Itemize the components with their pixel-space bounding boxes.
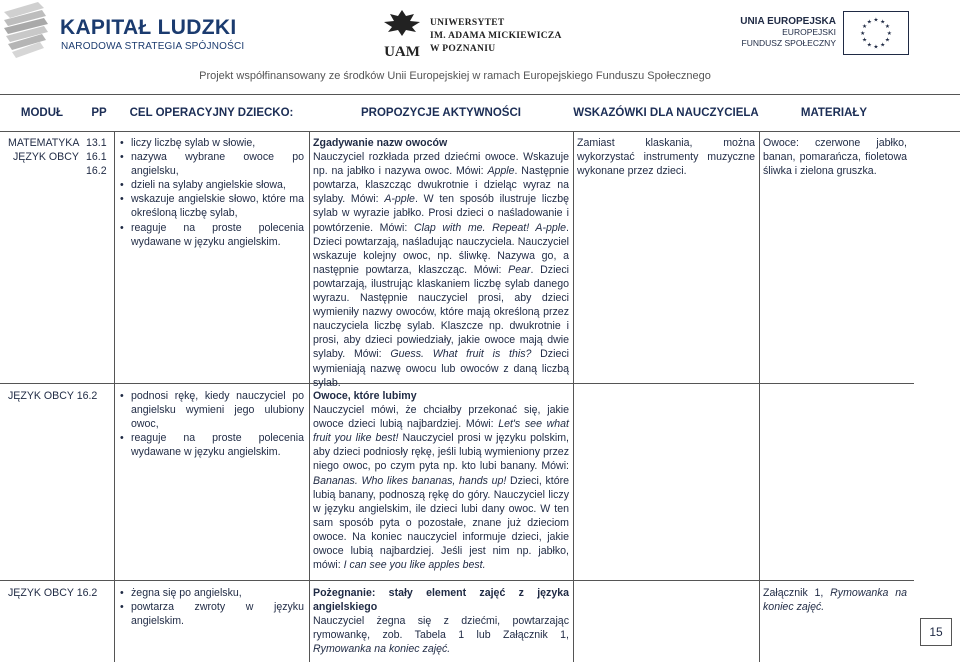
- activity-description: Nauczyciel rozkłada przed dziećmi owoce. Wskazuje np. na jabłko i nazywa owoc. Mówi: Apple. Następnie powtarza, klaszcząc dwukrotnie i dzieląc wyraz na sylaby. Mówi: A-pple. W ten sposób ilustruje liczbę sylab w wyrazie jabłko. Prosi dzieci o naśladowanie i powtórzenie. Mówi: Clap with me. Repeat! A-pple. Dzieci powtarzają, naśladując nauczyciela. Nauczyciel wskazuje kolejny owoc, np. śliwkę. Nazywa go, a następnie powtarza, klaszcząc. Mówi: Pear. Dzieci powtarzają, ilustrując klaskaniem liczbę sylab danego wyrazu. Następnie nauczyciel prosi, aby dzieci wymieniły nazwy owoców, które mają określoną przez nauczyciela liczbę sylab. Klaszcze np. dwukrotnie i prosi, aby dzieci powiedziały, jakie owoce mają dwie sylaby. Mówi: Guess. What fruit is this? Dzieci wymieniają nazwę owocu lub owoców z daną liczbą sylab.: [313, 151, 570, 389]
- svg-text:★: ★: [884, 24, 891, 31]
- svg-text:★: ★: [873, 44, 879, 51]
- uam-logo: [380, 8, 580, 62]
- kapital-ludzki-logo: [4, 2, 245, 58]
- column-header-cel: CEL OPERACYJNY DZIECKO:: [129, 106, 294, 119]
- row1-goals: [120, 136, 304, 249]
- column-header-wskazowki: WSKAZÓWKI DLA NAUCZYCIELA: [573, 107, 759, 119]
- kapital-ludzki-title: KAPITAŁ LUDZKI: [60, 16, 237, 39]
- grid-line: [573, 132, 574, 662]
- row3-goals: [120, 586, 304, 628]
- column-header-pp: PP: [91, 107, 107, 119]
- italic-phrase: A-pple: [384, 193, 415, 206]
- row1-pp: [86, 136, 112, 178]
- uam-line-2: IM. ADAMA MICKIEWICZA: [430, 31, 562, 41]
- eu-logo-text: [740, 16, 836, 49]
- goal-item: • reaguje na proste polecenia wydawane w języku angielskim.: [120, 221, 304, 249]
- svg-text:★: ★: [886, 30, 892, 37]
- row1-modul-2: JĘZYK OBCY: [13, 151, 79, 164]
- goal-item: • nazywa wybrane owoce po angielsku,: [120, 150, 304, 178]
- row-divider: [0, 580, 914, 581]
- eu-union-label: UNIA EUROPEJSKA: [740, 16, 836, 27]
- activity-description: Nauczyciel żegna się z dziećmi, powtarzając rymowankę, zob. Tabela 1 lub Załącznik 1, Rymowanka na koniec zajęć.: [313, 615, 569, 656]
- goal-item: • podnosi rękę, kiedy nauczyciel po angielsku wymieni jego ulubiony owoc,: [120, 389, 304, 431]
- row3-activity: [313, 586, 569, 656]
- column-header-propozycje: PROPOZYCJE AKTYWNOŚCI: [361, 107, 521, 119]
- svg-text:★: ★: [884, 37, 891, 44]
- row1-modul: [8, 136, 82, 164]
- svg-text:★: ★: [880, 42, 886, 49]
- svg-text:★: ★: [861, 37, 868, 44]
- grid-line: [759, 132, 760, 662]
- italic-phrase: Bananas. Who likes bananas, hands up!: [313, 474, 507, 487]
- row3-pp: 16.2: [76, 587, 98, 599]
- table-header: [0, 94, 960, 132]
- italic-phrase: Guess. What fruit is this?: [390, 348, 532, 361]
- italic-phrase: Clap with me. Repeat! A-pple: [413, 221, 567, 234]
- svg-text:★: ★: [860, 30, 866, 37]
- project-funding-line: Projekt współfinansowany ze środków Unii Europejskiej w ramach Europejskiego Funduszu Społecznego: [199, 70, 711, 82]
- row1-hints: Zamiast klaskania, można wykorzystać instrumenty muzyczne wykonane przez dzieci.: [577, 137, 755, 178]
- svg-text:★: ★: [866, 42, 872, 49]
- eu-fund-label-2: FUNDUSZ SPOŁECZNY: [741, 38, 836, 48]
- activity-title: Zgadywanie nazw owoców: [313, 137, 448, 149]
- italic-phrase: I can see you like apples best.: [343, 559, 486, 572]
- italic-phrase: Let's see what fruit you like best!: [313, 418, 569, 445]
- eu-flag-icon: [843, 11, 909, 55]
- svg-text:★: ★: [880, 19, 886, 26]
- italic-phrase: Apple: [487, 165, 515, 178]
- row2-activity: [313, 389, 569, 572]
- uam-line-3: W POZNANIU: [430, 44, 496, 54]
- row1-materials: Owoce: czerwone jabłko, banan, pomarańcza, fioletowa śliwka i zielona gruszka.: [763, 137, 907, 178]
- uam-eagle-emblem-icon: [380, 8, 424, 62]
- row3-modul: [8, 586, 112, 600]
- kapital-ludzki-emblem-icon: [4, 2, 50, 58]
- row2-modul-1: JĘZYK OBCY: [8, 390, 74, 402]
- row2-goals: [120, 389, 304, 459]
- activity-description: Nauczyciel mówi, że chciałby przekonać się, jakie owoce dzieci lubią najbardziej. Mówi: Let's see what fruit you like best! Nauczyciel prosi w języku polskim, aby dzieci podniosły rękę, jeśli lubią wymieniony przez niego owoc, po czym pyta np. kto lubi banany. Mówi: Bananas. Who likes bananas, hands up! Dzieci, które lubią banany, podnoszą rękę do góry. Nauczyciel liczy w języku angielskim, ile dzieci lubi dany owoc. W ten sam sposób pyta o pozostałe, znane już dzieciom owoce. Na koniec nauczyciel informuje dzieci, jakie owoce lubią najbardziej. Jeśli jest nim np. jabłko, mówi: I can see you like apples best.: [313, 404, 570, 572]
- italic-phrase: Rymowanka na koniec zajęć.: [763, 587, 908, 614]
- uam-mark-text: UAM: [384, 44, 420, 60]
- column-header-modul: MODUŁ: [20, 107, 64, 119]
- activity-title: Owoce, które lubimy: [313, 390, 417, 402]
- kapital-ludzki-subtitle: NARODOWA STRATEGIA SPÓJNOŚCI: [61, 41, 245, 52]
- goal-item: • liczy liczbę sylab w słowie,: [120, 136, 304, 150]
- row2-pp: 16.2: [76, 390, 98, 402]
- uam-line-1: UNIWERSYTET: [430, 18, 505, 28]
- goal-item: • dzieli na sylaby angielskie słowa,: [120, 178, 304, 192]
- svg-text:★: ★: [873, 17, 879, 24]
- italic-phrase: Rymowanka na koniec zajęć.: [313, 643, 451, 656]
- goal-item: • powtarza zwroty w języku angielskim.: [120, 600, 304, 628]
- goal-item: • reaguje na proste polecenia wydawane w języku angielskim.: [120, 431, 304, 459]
- column-header-materialy: MATERIAŁY: [800, 107, 868, 119]
- grid-line: [114, 132, 115, 662]
- row2-modul: [8, 389, 112, 403]
- page-number: 15: [920, 618, 952, 646]
- activity-title: Pożegnanie: stały element zajęć z języka angielskiego: [313, 587, 569, 614]
- row3-materials: Załącznik 1, Rymowanka na koniec zajęć.: [763, 587, 908, 614]
- italic-phrase: Pear: [508, 263, 531, 276]
- goal-item: • żegna się po angielsku,: [120, 586, 304, 600]
- svg-text:★: ★: [861, 24, 868, 31]
- row1-pp-2: 16.1: [86, 151, 107, 164]
- row1-activity: [313, 136, 569, 390]
- svg-text:★: ★: [866, 19, 872, 26]
- row1-pp-3: 16.2: [86, 165, 107, 178]
- row3-modul-1: JĘZYK OBCY: [8, 587, 74, 599]
- row1-modul-1: MATEMATYKA: [8, 137, 80, 149]
- goal-item: • wskazuje angielskie słowo, które ma określoną liczbę sylab,: [120, 192, 304, 220]
- eu-fund-label-1: EUROPEJSKI: [782, 27, 836, 37]
- grid-line: [309, 132, 310, 662]
- row1-pp-1: 13.1: [86, 137, 107, 149]
